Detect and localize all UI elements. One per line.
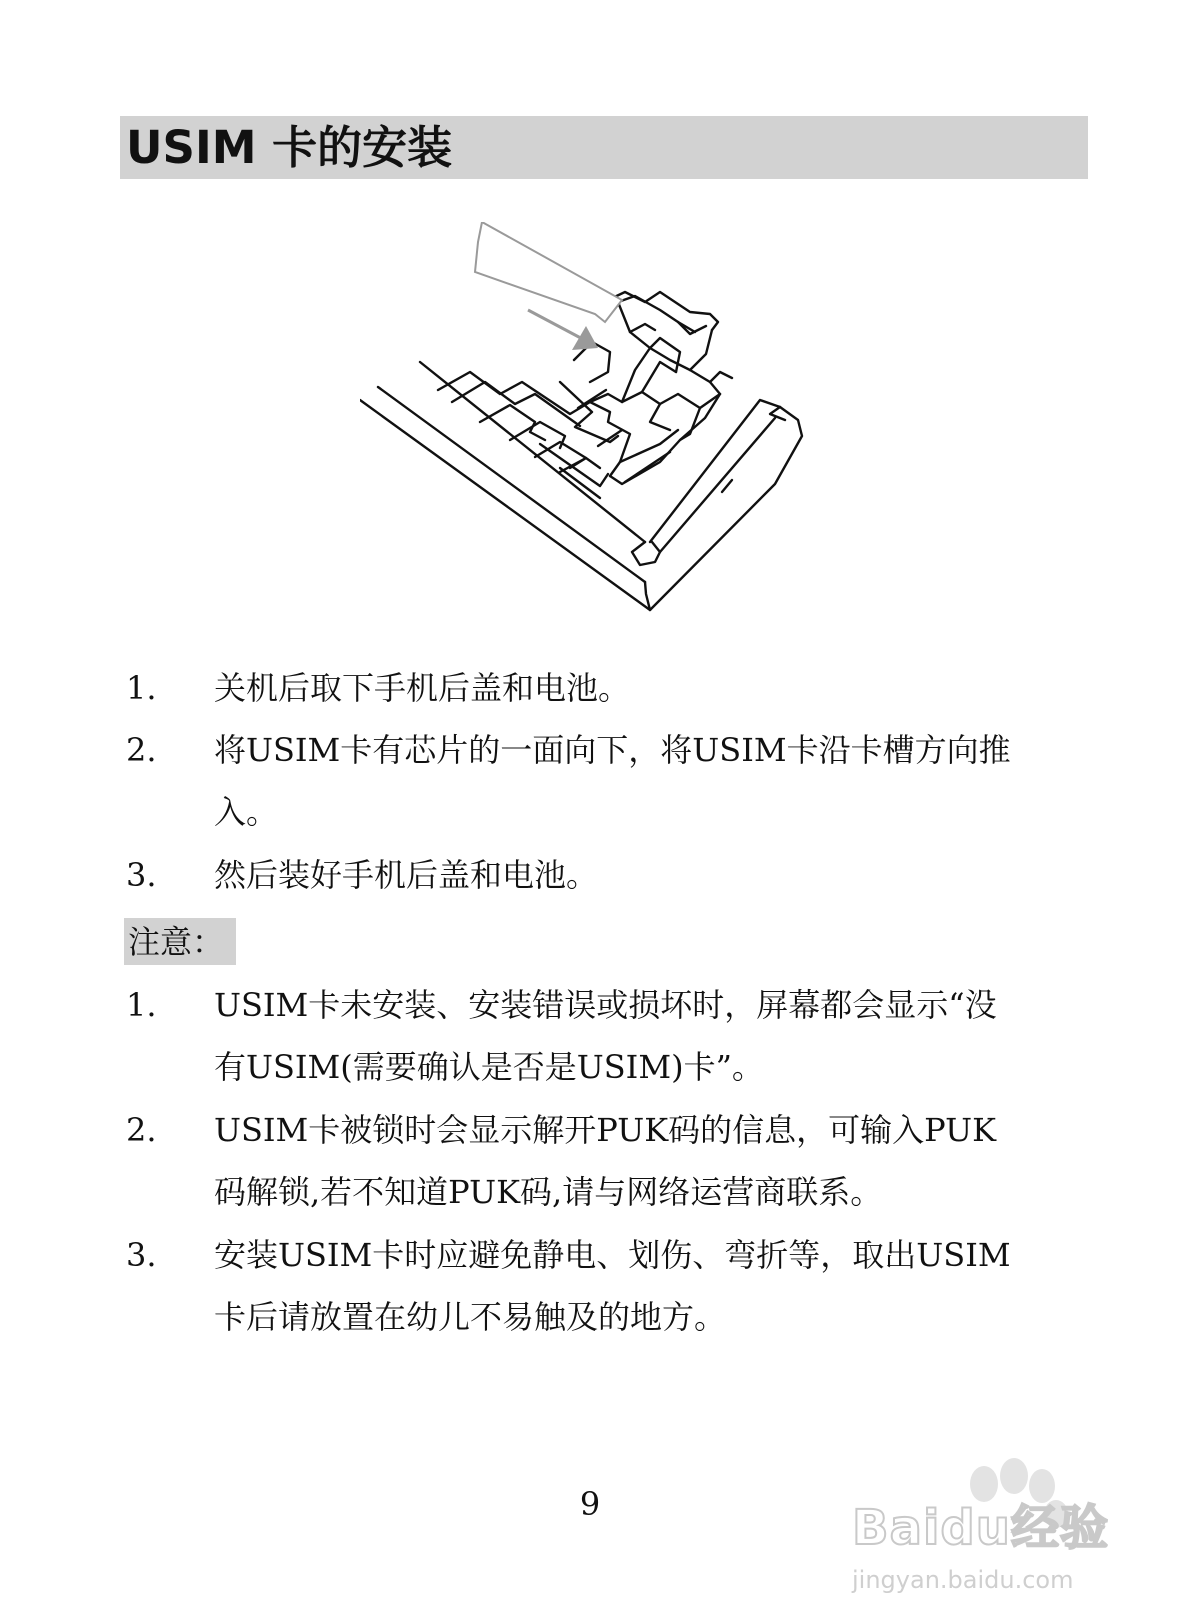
note-number: 2.	[126, 1111, 157, 1149]
page-number: 9	[579, 1485, 601, 1523]
note-text: 有USIM(需要确认是否是USIM)卡”。	[214, 1048, 764, 1086]
step-text: 将USIM卡有芯片的一面向下，将USIM卡沿卡槽方向推	[214, 731, 1011, 769]
usim-installation-illustration	[360, 222, 860, 642]
step-number: 1.	[126, 669, 157, 707]
step-text: 然后装好手机后盖和电池。	[214, 856, 599, 894]
section-title: USIM 卡的安装	[126, 121, 453, 174]
note-text: 码解锁,若不知道PUK码,请与网络运营商联系。	[214, 1173, 883, 1211]
note-text: 安装USIM卡时应避免静电、划伤、弯折等，取出USIM	[214, 1236, 1011, 1274]
step-number: 3.	[126, 856, 157, 894]
note-label: 注意：	[128, 923, 225, 961]
note-number: 3.	[126, 1236, 157, 1274]
step-text: 入。	[214, 793, 279, 831]
watermark-url: jingyan.baidu.com	[852, 1566, 1074, 1594]
note-text: USIM卡未安装、安装错误或损坏时，屏幕都会显示“没	[214, 986, 997, 1024]
step-number: 2.	[126, 731, 157, 769]
note-number: 1.	[126, 986, 157, 1024]
step-text: 关机后取下手机后盖和电池。	[214, 669, 631, 707]
watermark-brand: Baidu经验	[852, 1500, 1109, 1556]
note-text: 卡后请放置在幼儿不易触及的地方。	[214, 1298, 727, 1336]
note-text: USIM卡被锁时会显示解开PUK码的信息，可输入PUK	[214, 1111, 996, 1149]
